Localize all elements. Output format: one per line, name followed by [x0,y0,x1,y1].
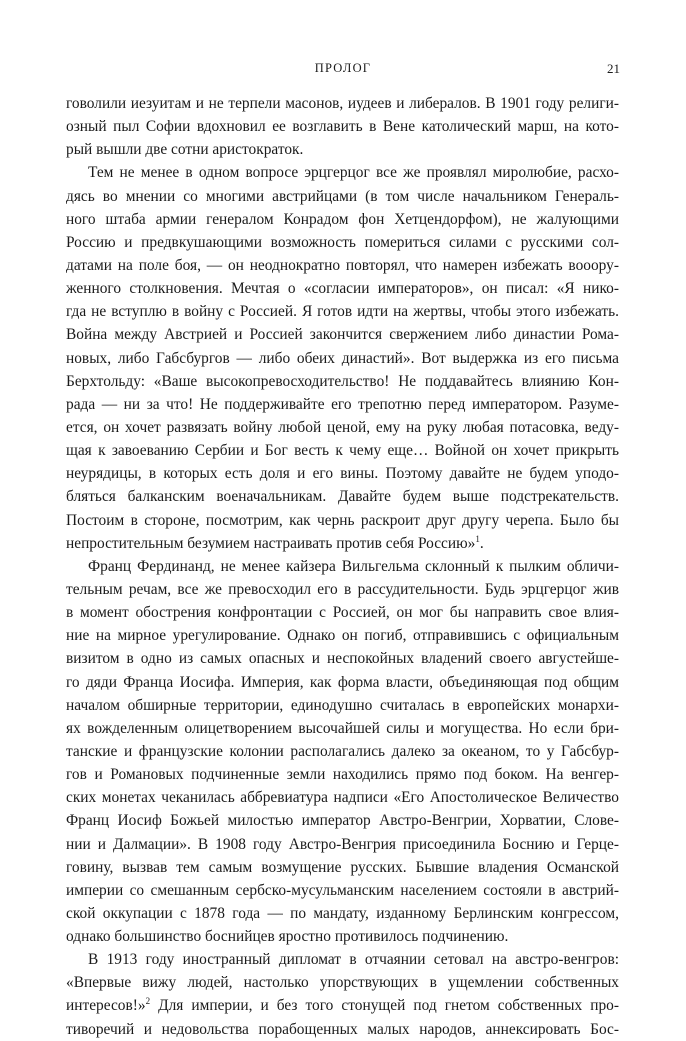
text-line: ской оккупации с 1878 года — по мандату, изданному Берлинским конгрессом, [66,904,619,922]
text-line: Франц Фердинанд, не менее кайзера Вильгельма склонный к пылким обличи- [88,557,619,575]
text-line: гов и Романовых подчиненные земли находились прямо под боком. На венгер- [66,766,619,784]
text-line: тельным речам, все же превосходил его в рассудительности. Будь эрцгерцог жив [66,580,619,598]
text-line: новых, либо Габсбургов — либо обеих династий». Вот выдержка из его письма [66,349,619,367]
text-line: Россию и предвкушающими возможность помериться силами с русскими сол- [66,233,619,251]
text-line: ние на мирное урегулирование. Однако он погиб, отправившись с официальным [66,627,619,645]
text-line: говину, вызвав тем самым возмущение русских. Бывшие владения Османской [66,858,619,876]
text-line: рый вышли две сотни аристократок. [66,141,304,159]
text-line: Тем не менее в одном вопросе эрцгерцог все же проявлял миролюбие, расхо- [88,164,619,182]
page-number: 21 [607,61,620,76]
text-line: танские и французские колонии располагались далеко за океаном, то у Габсбур- [66,742,619,760]
text-line: империи со смешанным сербско-мусульманским населением состояли в австрий- [66,881,619,899]
footnote-marker: 2 [145,996,151,1007]
text-line: непростительным безумием настраивать против себя Россию»$^1$. [66,533,484,552]
text-line: Война между Австрией и Россией закончится свержением либо династии Рома- [66,326,619,344]
text-line: ях вожделенным олицетворением высочайшей силы и могущества. Но если бри- [66,719,619,737]
body-text [66,92,619,1041]
footnote-marker: 1 [475,533,480,544]
text-line: визитом в одно из самых опасных и неспокойных владений своего августейше- [66,650,619,668]
text-line: Постоим в стороне, посмотрим, как чернь раскроит друг другу черепа. Было бы [66,511,619,529]
text-line: датами на поле боя, — он неоднократно повторял, что намерен избежать вооору- [66,256,619,274]
text-line: В 1913 году иностранный дипломат в отчаянии сетовал на австро-венгров: [88,951,619,969]
text-line: гда не вступлю в войну с Россией. Я готов идти на жертвы, чтобы этого избежать. [66,303,619,321]
text-line: началом обширные территории, единодушно считалась в европейских монархи- [66,696,619,714]
text-line: однако большинство боснийцев яростно противилось подчинению. [66,928,509,946]
text-line: ется, он хочет развязать войну любой ценой, ему на руку любая потасовка, веду- [66,418,619,436]
running-title: ПРОЛОГ [314,61,372,75]
text-line: неурядицы, в которых есть доля и его вины. Поэтому давайте не будем уподо- [66,465,619,483]
text-line: дясь во мнении со многими австрийцами (в том числе начальником Генераль- [66,187,619,205]
text-line: ских монетах чеканилась аббревиатура надписи «Его Апостолическое Величество [66,789,619,807]
text-line: женного столкновения. Мечтая о «согласии императоров», он писал: «Я нико- [66,280,619,298]
text-line: Франц Иосиф Божьей милостью император Австро-Венгрии, Хорватии, Слове- [66,812,619,830]
text-line: говолили иезуитам и не терпели масонов, иудеев и либералов. В 1901 году религи- [66,95,619,112]
text-line: рада — ни за что! Не поддерживайте его трепотню перед императором. Разуме- [66,395,619,413]
text-line: нии и Далмации». В 1908 году Австро-Венгрия присоединила Боснию и Герце- [66,835,619,853]
text-line: «Впервые вижу людей, настолько упорствующих в ущемлении собственных [66,974,619,992]
text-line: озный пыл Софии вдохновил ее возглавить в Вене католический марш, на кото- [66,118,619,136]
text-line: в момент обострения конфронтации с Россией, он мог бы направить свое влия- [66,604,619,622]
text-line: тиворечий и недовольства порабощенных малых народов, аннексировать Бос- [66,1020,619,1038]
text-line: Берхтольду: «Ваше высокопревосходительство! Не поддавайтесь влиянию Кон- [66,372,619,390]
text-line: щая к завоеванию Сербии и Бог весть к чему еще… Войной он хочет прикрыть [66,442,619,460]
text-line: интересов!»$^2$ Для империи, и без того стонущей под гнетом собственных про- [66,996,619,1015]
text-line: го дяди Франца Иосифа. Империя, как форма власти, объединяющая под общим [66,673,619,691]
text-line: бляться балканским военачальникам. Давайте будем выше подстрекательств. [66,488,619,506]
text-line: ного штаба армии генералом Конрадом фон Хетцендорфом), не жалующими [66,210,619,228]
